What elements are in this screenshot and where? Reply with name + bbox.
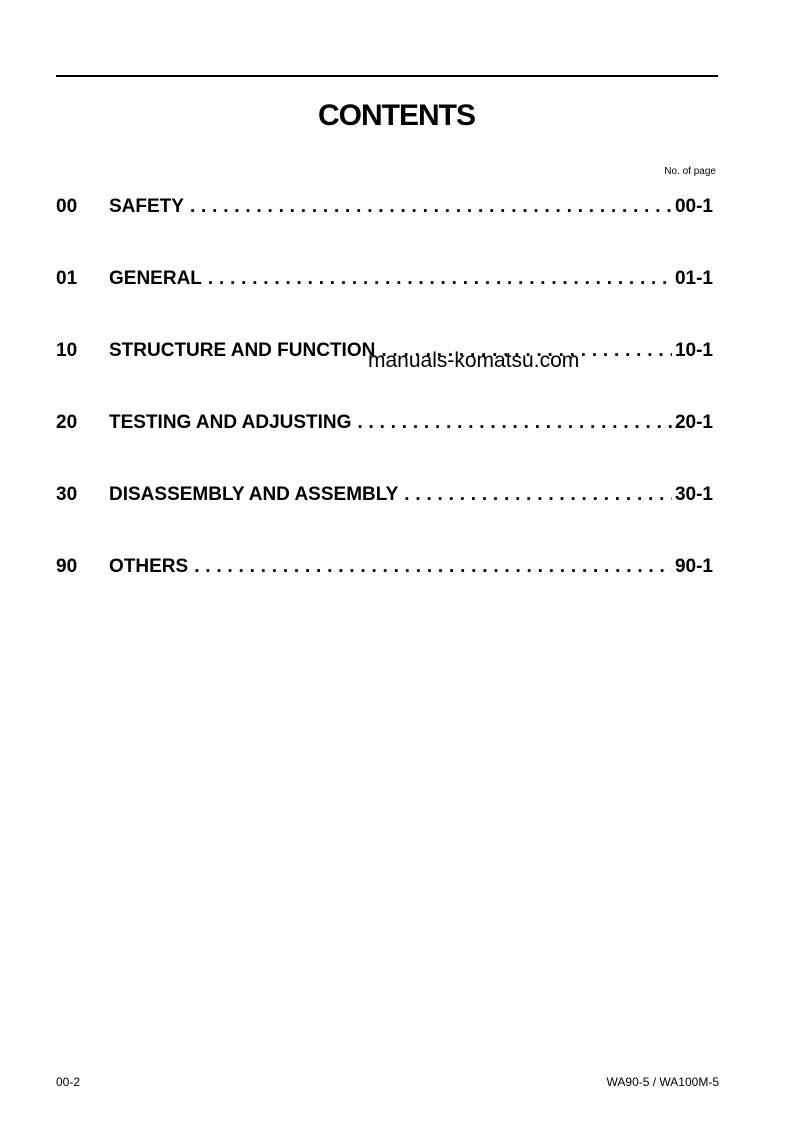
toc-entry-testing-and-adjusting[interactable] [56, 411, 713, 435]
dot-leader [194, 555, 672, 579]
toc-section-number: 00 [56, 196, 78, 217]
toc-section-title: SAFETY [109, 196, 184, 217]
toc-section-number: 30 [56, 484, 78, 505]
toc-entry-safety[interactable] [56, 195, 713, 219]
toc-section-title: STRUCTURE AND FUNCTION [109, 340, 376, 361]
dot-leader [404, 483, 672, 507]
dot-leader [357, 411, 672, 435]
toc-page-number: 01-1 [674, 268, 713, 289]
page-column-label: No. of page [664, 166, 716, 177]
page-title: CONTENTS [318, 99, 475, 132]
toc-section-title: OTHERS [109, 556, 189, 577]
toc-section-number: 90 [56, 556, 78, 577]
toc-entry-general[interactable] [56, 267, 713, 291]
dot-leader [208, 267, 672, 291]
toc-entry-others[interactable] [56, 555, 713, 579]
toc-section-number: 01 [56, 268, 78, 289]
toc-page-number: 10-1 [674, 340, 713, 361]
watermark-text: manuals-komatsu.com [368, 349, 580, 372]
footer-model: WA90-5 / WA100M-5 [606, 1075, 719, 1089]
header-rule [56, 75, 718, 77]
toc-section-title: DISASSEMBLY AND ASSEMBLY [109, 484, 399, 505]
toc-page-number: 00-1 [674, 196, 713, 217]
dot-leader [190, 195, 672, 219]
toc-section-title: TESTING AND ADJUSTING [109, 412, 352, 433]
toc-page-number: 30-1 [674, 484, 713, 505]
toc-page-number: 20-1 [674, 412, 713, 433]
toc-section-number: 20 [56, 412, 78, 433]
toc-page-number: 90-1 [674, 556, 713, 577]
toc-entry-disassembly-and-assembly[interactable] [56, 483, 713, 507]
footer-page-number: 00-2 [56, 1075, 81, 1089]
toc-section-title: GENERAL [109, 268, 202, 289]
toc-section-number: 10 [56, 340, 78, 361]
